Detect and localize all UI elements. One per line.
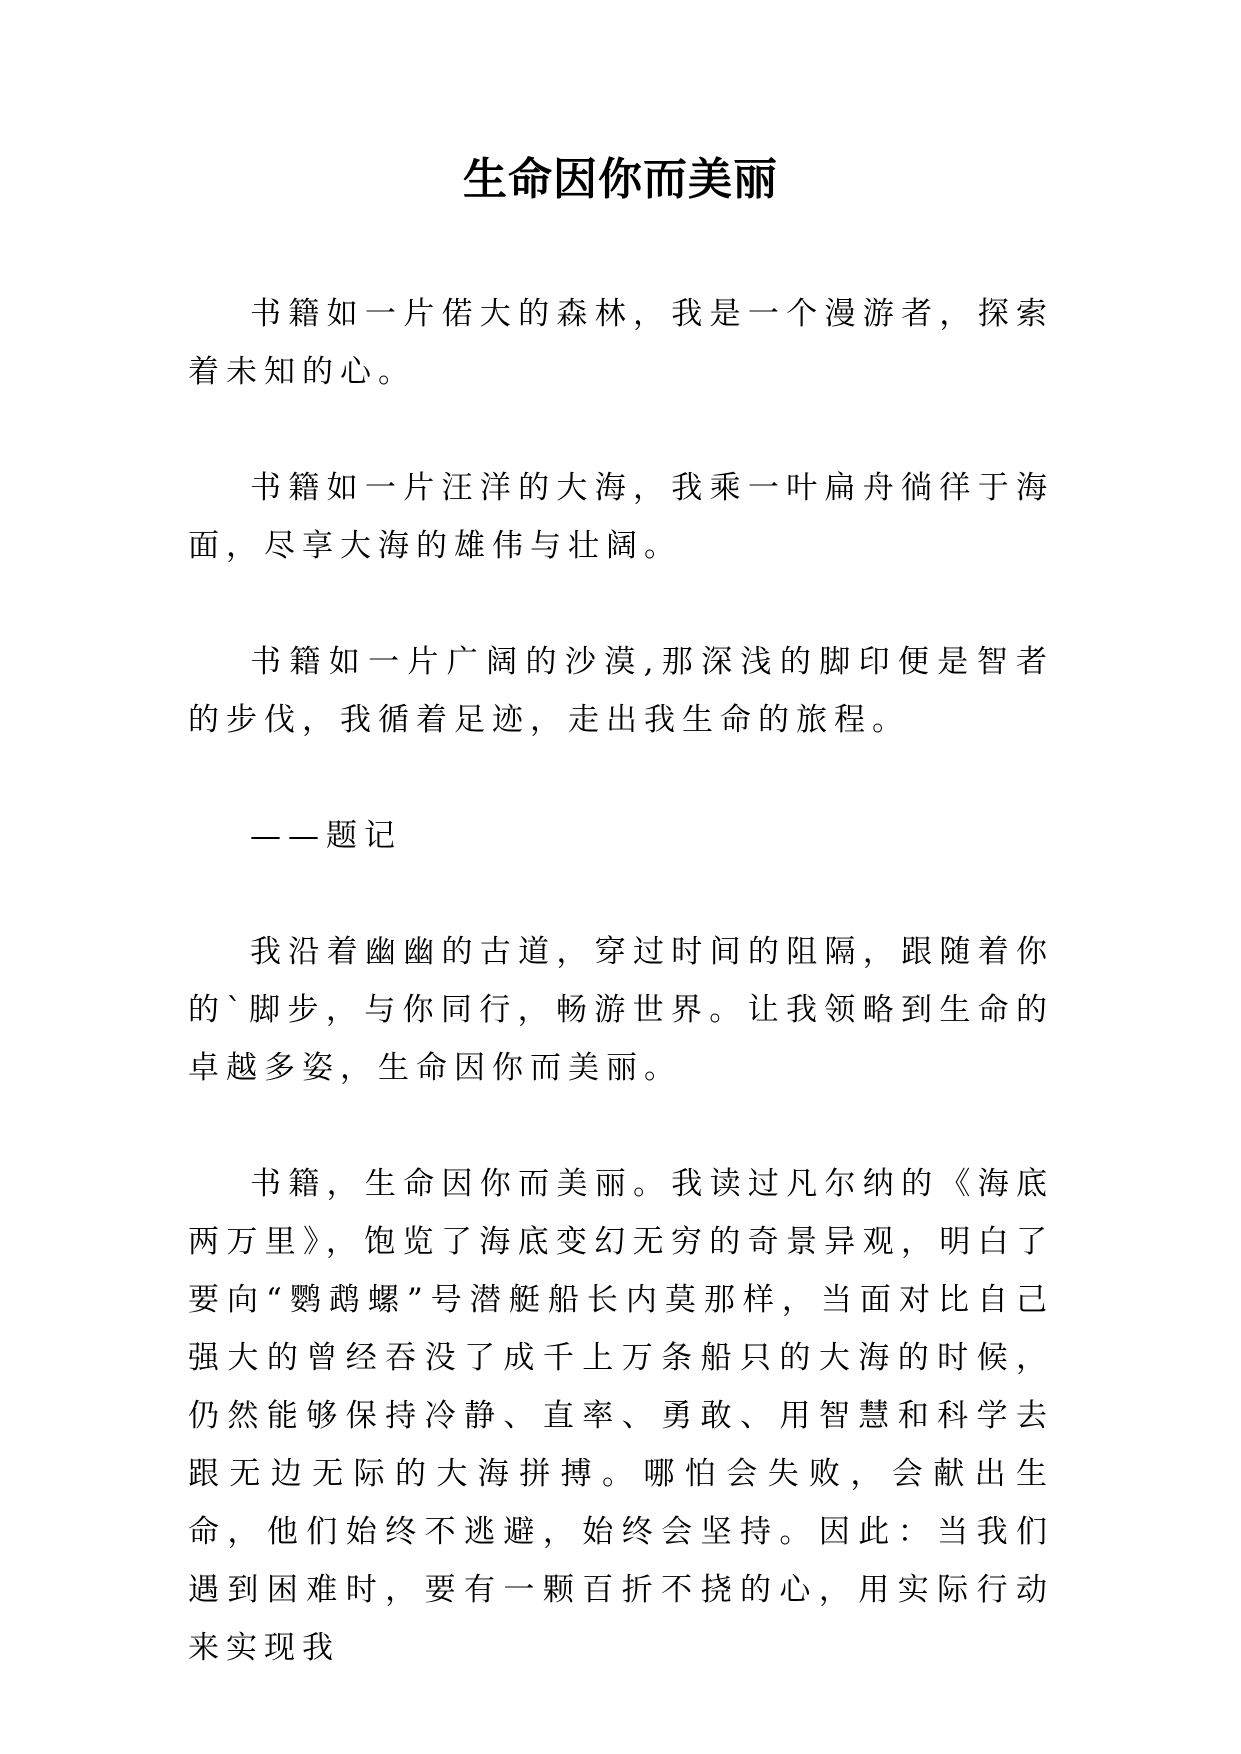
document-body <box>188 285 1054 1677</box>
epigraph-attribution: ——题记 <box>250 818 402 854</box>
paragraph-ocean: 书籍如一片汪洋的大海，我乘一叶扁舟徜徉于海面，尽享大海的雄伟与壮阔。 <box>188 470 1054 564</box>
paragraph-twenty-thousand-leagues: 书籍，生命因你而美丽。我读过凡尔纳的《海底两万里》，饱览了海底变幻无穷的奇景异观，明白了要向“鹦鹉螺”号潜艇船长内莫那样，当面对比自己强大的曾经吞没了成千上万条船只的大海的时候，仍然能够保持冷静、直率、勇敢、用智慧和科学去跟无边无际的大海拼搏。哪怕会失败，会献出生命，他们始终不逃避，始终会坚持。因此：当我们遇到困难时，要有一颗百折不挠的心，用实际行动来实现我 <box>188 1166 1054 1666</box>
document-title: 生命因你而美丽 <box>463 154 778 205</box>
paragraph-forest: 书籍如一片偌大的森林，我是一个漫游者，探索着未知的心。 <box>188 296 1054 390</box>
paragraph-spacer <box>188 749 1054 807</box>
paragraph-spacer <box>188 1097 1054 1155</box>
paragraph-spacer <box>188 865 1054 923</box>
paragraph-ancient-road: 我沿着幽幽的古道，穿过时间的阻隔，跟随着你的`脚步，与你同行，畅游世界。让我领略到生命的卓越多姿，生命因你而美丽。 <box>188 934 1054 1086</box>
paragraph-spacer <box>188 575 1054 633</box>
paragraph-desert: 书籍如一片广阔的沙漠,那深浅的脚印便是智者的步伐，我循着足迹，走出我生命的旅程。 <box>188 644 1054 738</box>
paragraph-spacer <box>188 401 1054 459</box>
